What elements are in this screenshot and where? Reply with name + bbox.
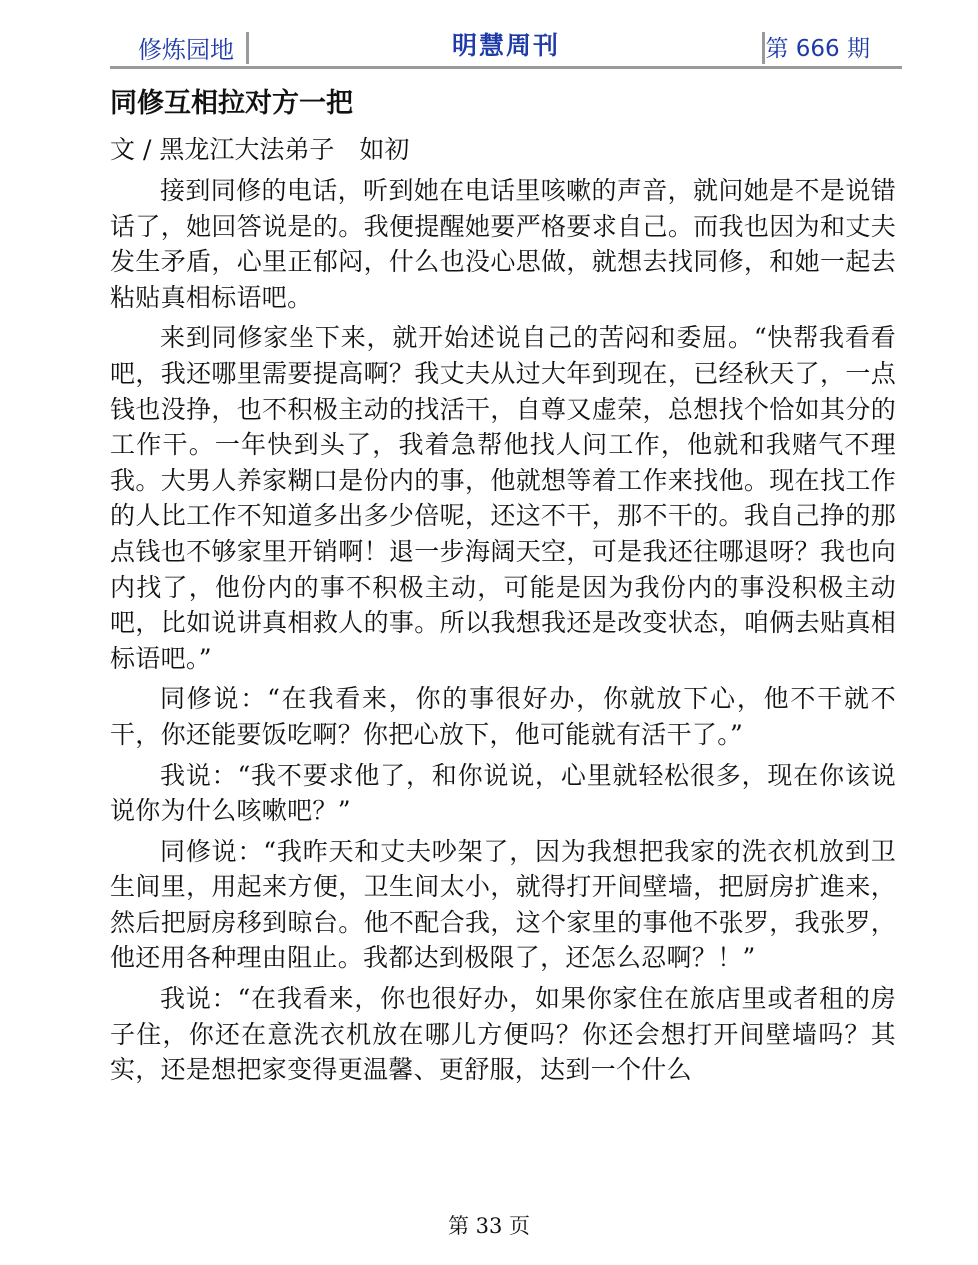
issue-number: 第 666 期	[765, 36, 870, 62]
article-paragraph: 我说：“在我看来，你也很好办，如果你家住在旅店里或者租的房子住，你还在意洗衣机放在哪儿方便吗？你还会想打开间壁墙吗？其实，还是想把家变得更温馨、更舒服，达到一个什么	[110, 984, 896, 1085]
article-title: 同修互相拉对方一把	[110, 88, 353, 119]
header-rule	[110, 66, 902, 69]
article-paragraph: 接到同修的电话，听到她在电话里咳嗽的声音，就问她是不是说错话了，她回答说是的。我便提醒她要严格要求自己。而我也因为和丈夫发生矛盾，心里正郁闷，什么也没心思做，就想去找同修，和她一起去粘贴真相标语吧。	[110, 176, 896, 312]
article-byline: 文 / 黑龙江大法弟子 如初	[110, 135, 410, 164]
page-number: 第 33 页	[447, 1214, 531, 1238]
article-paragraph: 来到同修家坐下来，就开始述说自己的苦闷和委屈。“快帮我看看吧，我还哪里需要提高啊？我丈夫从过大年到现在，已经秋天了，一点钱也没挣，也不积极主动的找活干，自尊又虚荣，总想找个恰如其分的工作干。一年快到头了，我着急帮他找人问工作，他就和我赌气不理我。大男人养家糊口是份内的事，他就想等着工作来找他。现在找工作的人比工作不知道多出多少倍呢，还这不干，那不干的。我自己挣的那点钱也不够家里开销啊！退一步海阔天空，可是我还往哪退呀？我也向内找了，他份内的事不积极主动，可能是因为我份内的事没积极主动吧，比如说讲真相救人的事。所以我想我还是改变状态，咱俩去贴真相标语吧。”	[110, 323, 896, 673]
article-paragraph: 我说：“我不要求他了，和你说说，心里就轻松很多，现在你该说说你为什么咳嗽吧？”	[110, 760, 896, 826]
article	[110, 84, 896, 1088]
article-paragraph: 同修说：“在我看来，你的事很好办，你就放下心，他不干就不干，你还能要饭吃啊？你把心放下，他可能就有活干了。”	[110, 684, 896, 749]
page-header	[110, 26, 902, 68]
publication-title: 明慧周刊	[451, 31, 560, 60]
article-paragraph: 同修说：“我昨天和丈夫吵架了，因为我想把我家的洗衣机放到卫生间里，用起来方便，卫生间太小，就得打开间壁墙，把厨房扩進来，然后把厨房移到晾台。他不配合我，这个家里的事他不张罗，我张罗，他还用各种理由阻止。我都达到极限了，还怎么忍啊？！”	[110, 836, 896, 973]
section-label: 修炼园地	[138, 36, 234, 64]
